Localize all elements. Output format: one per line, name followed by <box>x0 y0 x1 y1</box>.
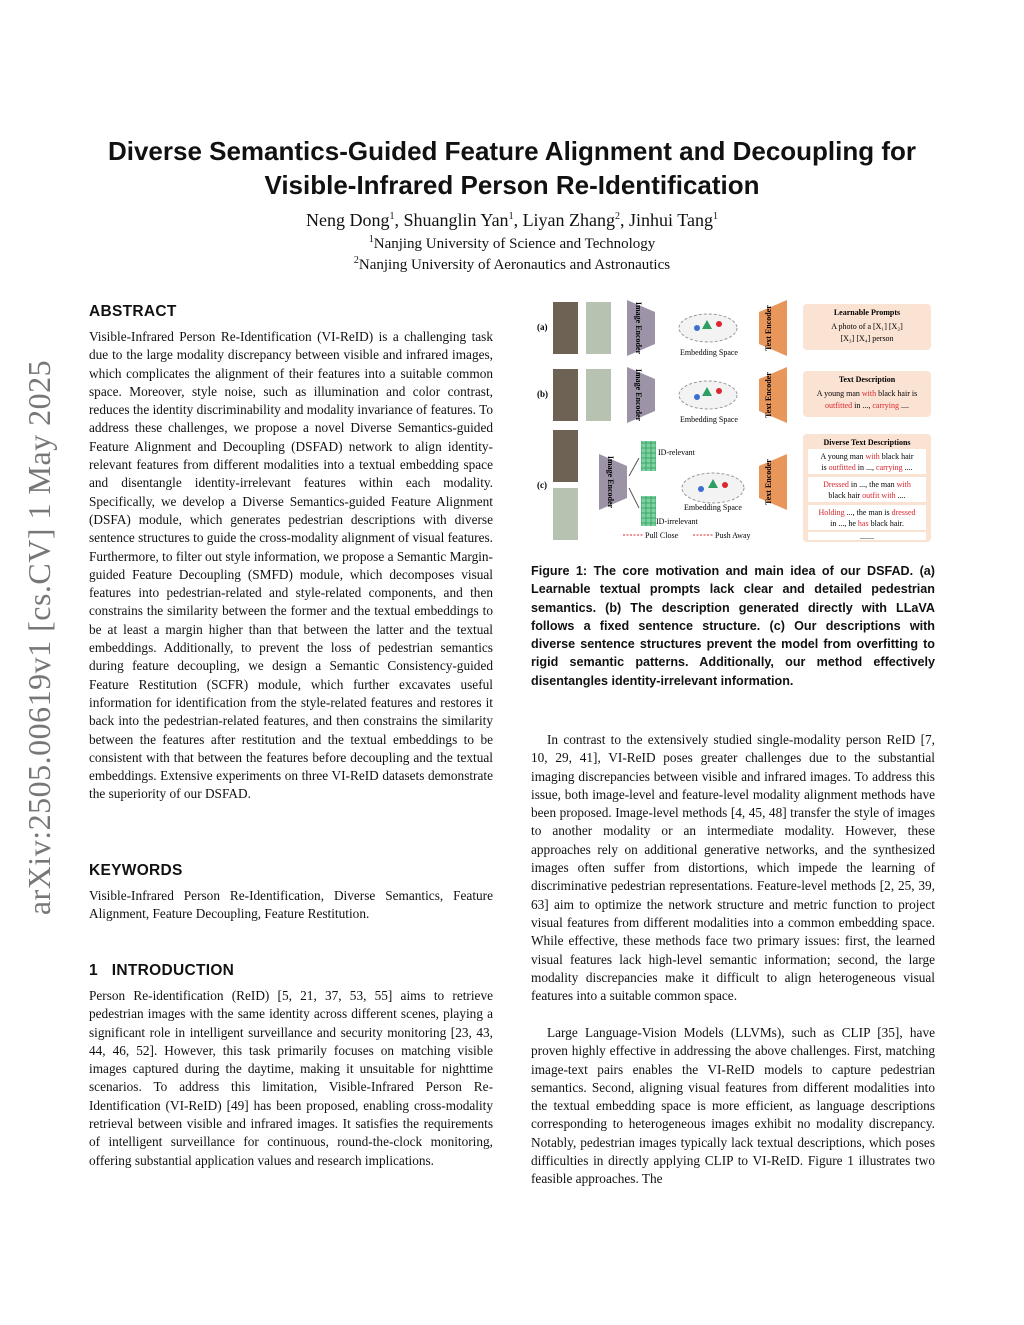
image-encoder-label: Image Encoder <box>606 455 615 509</box>
description-1-line-1: A young man with black hair <box>820 452 914 461</box>
affiliation-2 <box>80 255 944 274</box>
prompt-line-1: A photo of a [X₁] [X₂] <box>831 322 903 331</box>
keywords-heading: KEYWORDS <box>89 862 183 879</box>
description-line-2: outfitted in ..., carrying .... <box>825 401 909 410</box>
row-label-c: (c) <box>537 480 547 490</box>
text-encoder-label: Text Encoder <box>764 372 773 418</box>
paper-title <box>80 134 944 202</box>
infrared-person-image <box>553 488 578 540</box>
arxiv-id: arXiv:2505.00619v1 [cs.CV] 1 May 2025 <box>21 359 58 916</box>
image-encoder-label: Image Encoder <box>634 368 643 422</box>
visible-person-image <box>553 369 578 421</box>
figure-1 <box>531 298 935 548</box>
abstract-heading: ABSTRACT <box>89 303 177 320</box>
affil-mark: 1 <box>368 234 374 245</box>
visible-person-image <box>553 430 578 482</box>
author-affil-mark: 2 <box>615 211 621 222</box>
feature-point <box>722 482 728 488</box>
branch-line <box>629 488 639 508</box>
learnable-prompts-title: Learnable Prompts <box>833 308 901 317</box>
author-affil-mark: 1 <box>712 211 718 222</box>
affil-name: Nanjing University of Aeronautics and Astronautics <box>358 257 671 273</box>
title-line-1: Diverse Semantics-Guided Feature Alignment and Decoupling for <box>107 136 917 166</box>
id-relevant-label: ID-relevant <box>658 448 695 457</box>
arxiv-sidebar <box>22 345 58 930</box>
description-line-1: A young man with black hair is <box>816 389 918 398</box>
affil-name: Nanjing University of Science and Technology <box>373 236 656 252</box>
introduction-heading: 1 INTRODUCTION <box>89 962 235 979</box>
diverse-descriptions-title: Diverse Text Descriptions <box>823 438 911 447</box>
feature-point <box>716 388 722 394</box>
description-1-line-2: is outfitted in ..., carrying .... <box>821 463 913 472</box>
row-label-b: (b) <box>537 389 548 399</box>
prompt-line-2: [X₃] [X₄] person <box>840 334 894 343</box>
more-descriptions: ....... <box>860 532 874 541</box>
abstract-text: Visible-Infrared Person Re-Identification (VI-ReID) is a challenging task due to the large modality discrepancy between visible and infrared images, which complicates the alignment of their features into a suitable common space. Moreover, style noise, such as illumination and color contrast, reduces the identity discriminability and modality invariance of features. To address these challenges, we propose a novel Diverse Semantics-guided Feature Alignment and Decoupling (DSFAD) network to align identity-relevant features from different modalities into a textual embedding space and disentangle identity-irrelevant features within each modality. Specifically, we develop a Diverse Semantics-guided Feature Alignment (DSFA) module, which generates pedestrian descriptions with diverse sentence structures to guide the cross-modality alignment of visual features. Furthermore, to filter out style information, we propose a Semantic Margin-guided Feature Decoupling (SMFD) module, which decomposes visual features into pedestrian-related and style-related components, and then constrains the similarity between the former and the textual embeddings to be at least a margin higher than that between the latter and the textual embeddings. Additionally, to prevent the loss of pedestrian semantics during feature decoupling, we design a Semantic Consistency-guided Feature Restitution (SCFR) module, which further excavates useful information for identification from the style-related features and restores it back into the pedestrian-related features, and then constrains the similarity between the features after restitution and the textual embeddings to be consistent with that between the features before decoupling and the textual embeddings. Extensive experiments on three VI-ReID datasets demonstrate the superiority of our DSFAD. <box>89 329 493 802</box>
description-3-line-1: Holding ..., the man is dressed <box>818 508 916 517</box>
push-away-label: Push Away <box>715 531 751 540</box>
feature-point <box>716 321 722 327</box>
author-name: Jinhui Tang <box>629 210 713 230</box>
author-affil-mark: 1 <box>508 211 514 222</box>
affil-mark: 2 <box>353 255 359 266</box>
pull-close-label: Pull Close <box>645 531 679 540</box>
figure-1-caption: Figure 1: The core motivation and main idea of our DSFAD. (a) Learnable textual prompts lack clear and detailed pedestrian semantics. (b) The description generated directly with LLaVA follows a fixed sentence structure. (c) Our descriptions with diverse sentence structures prevent the model from overfitting to rigid semantic patterns. Additionally, our method effectively disentangles identity-irrelevant information. <box>531 564 935 688</box>
text-description-title: Text Description <box>838 375 896 384</box>
author-name: Shuanglin Yan <box>403 210 509 230</box>
description-2-line-1: Dressed in ..., the man with <box>823 480 911 489</box>
text-encoder-label: Text Encoder <box>764 459 773 505</box>
author-affil-mark: 1 <box>389 211 395 222</box>
description-3-line-2: in ..., he has black hair. <box>830 519 904 528</box>
infrared-person-image <box>586 302 611 354</box>
keywords-text: Visible-Infrared Person Re-Identification, Diverse Semantics, Feature Alignment, Feature Decoupling, Feature Restitution. <box>89 888 493 922</box>
affiliation-1 <box>80 234 944 253</box>
id-irrelevant-feature-grid <box>641 496 656 526</box>
description-2-line-2: black hair outfit with .... <box>828 491 906 500</box>
embedding-space-label: Embedding Space <box>680 415 738 424</box>
title-line-2: Visible-Infrared Person Re-Identification <box>264 170 760 200</box>
row-label-a: (a) <box>537 322 548 332</box>
intro-paragraph-3: Large Language-Vision Models (LLVMs), such as CLIP [35], have proven highly effective in addressing the above challenges. First, matching image-text pairs enables the VI-ReID models to capture pedestrian semantics. Second, aligning visual features from different modalities into the textual embedding space is more efficient, as language descriptions corresponding to heterogeneous images exhibit no modality discrepancy. Notably, pedestrian images typically lack textual descriptions, which poses difficulties in directly applying CLIP to VI-ReID. Figure 1 illustrates two feasible approaches. The <box>531 1025 935 1187</box>
id-irrelevant-label: ID-irrelevant <box>656 517 698 526</box>
branch-line <box>629 458 639 476</box>
embedding-space-label: Embedding Space <box>680 348 738 357</box>
visible-person-image <box>553 302 578 354</box>
feature-point <box>694 394 700 400</box>
author-name: Neng Dong <box>306 210 390 230</box>
embedding-space-label: Embedding Space <box>684 503 742 512</box>
intro-paragraph-1: Person Re-identification (ReID) [5, 21, 37, 53, 55] aims to retrieve pedestrian images with the same identity across different scenes, playing a significant role in intelligent surveillance and security monitoring [23, 43, 44, 46, 52]. However, this task primarily focuses on matching visible images captured during the daytime, making it unsuitable for nighttime scenarios. To address this limitation, Visible-Infrared Person Re-Identification (VI-ReID) [49] has been proposed, enabling cross-modality retrieval between visible and infrared images. It satisfies the requirements of intelligent surveillance for continuous, round-the-clock monitoring, offering substantial application values and research implications. <box>89 988 493 1168</box>
feature-point <box>698 486 704 492</box>
infrared-person-image <box>586 369 611 421</box>
image-encoder-label: Image Encoder <box>634 301 643 355</box>
text-encoder-label: Text Encoder <box>764 305 773 351</box>
id-relevant-feature-grid <box>641 441 656 471</box>
feature-point <box>694 325 700 331</box>
author-list: Neng Dong$^1$, Shuanglin Yan$^1$, Liyan Zhang$^2$, Jinhui Tang$^1$ <box>306 210 718 230</box>
author-name: Liyan Zhang <box>522 210 616 230</box>
intro-paragraph-2: In contrast to the extensively studied single-modality person ReID [7, 10, 29, 41], VI-ReID poses greater challenges due to the substantial imaging discrepancies between visible and infrared images. To address this issue, both image-level and feature-level modality alignment methods have been proposed. Image-level methods [4, 45, 48] transfer the style of images to another modality or an intermediate modality. However, these approaches rely on additional generative networks, and the synthesized images often suffer from distortions, which impede the learning of discriminative pedestrian representations. Feature-level methods [2, 25, 39, 63] aim to optimize the network structure and metric function to project visual features from different modalities into a common embedding space. While effective, these methods face two primary issues: first, the learned visual features lack high-level semantic information; second, the large modality discrepancies make it difficult to align heterogeneous visual features into a suitable common space. <box>531 732 935 1004</box>
